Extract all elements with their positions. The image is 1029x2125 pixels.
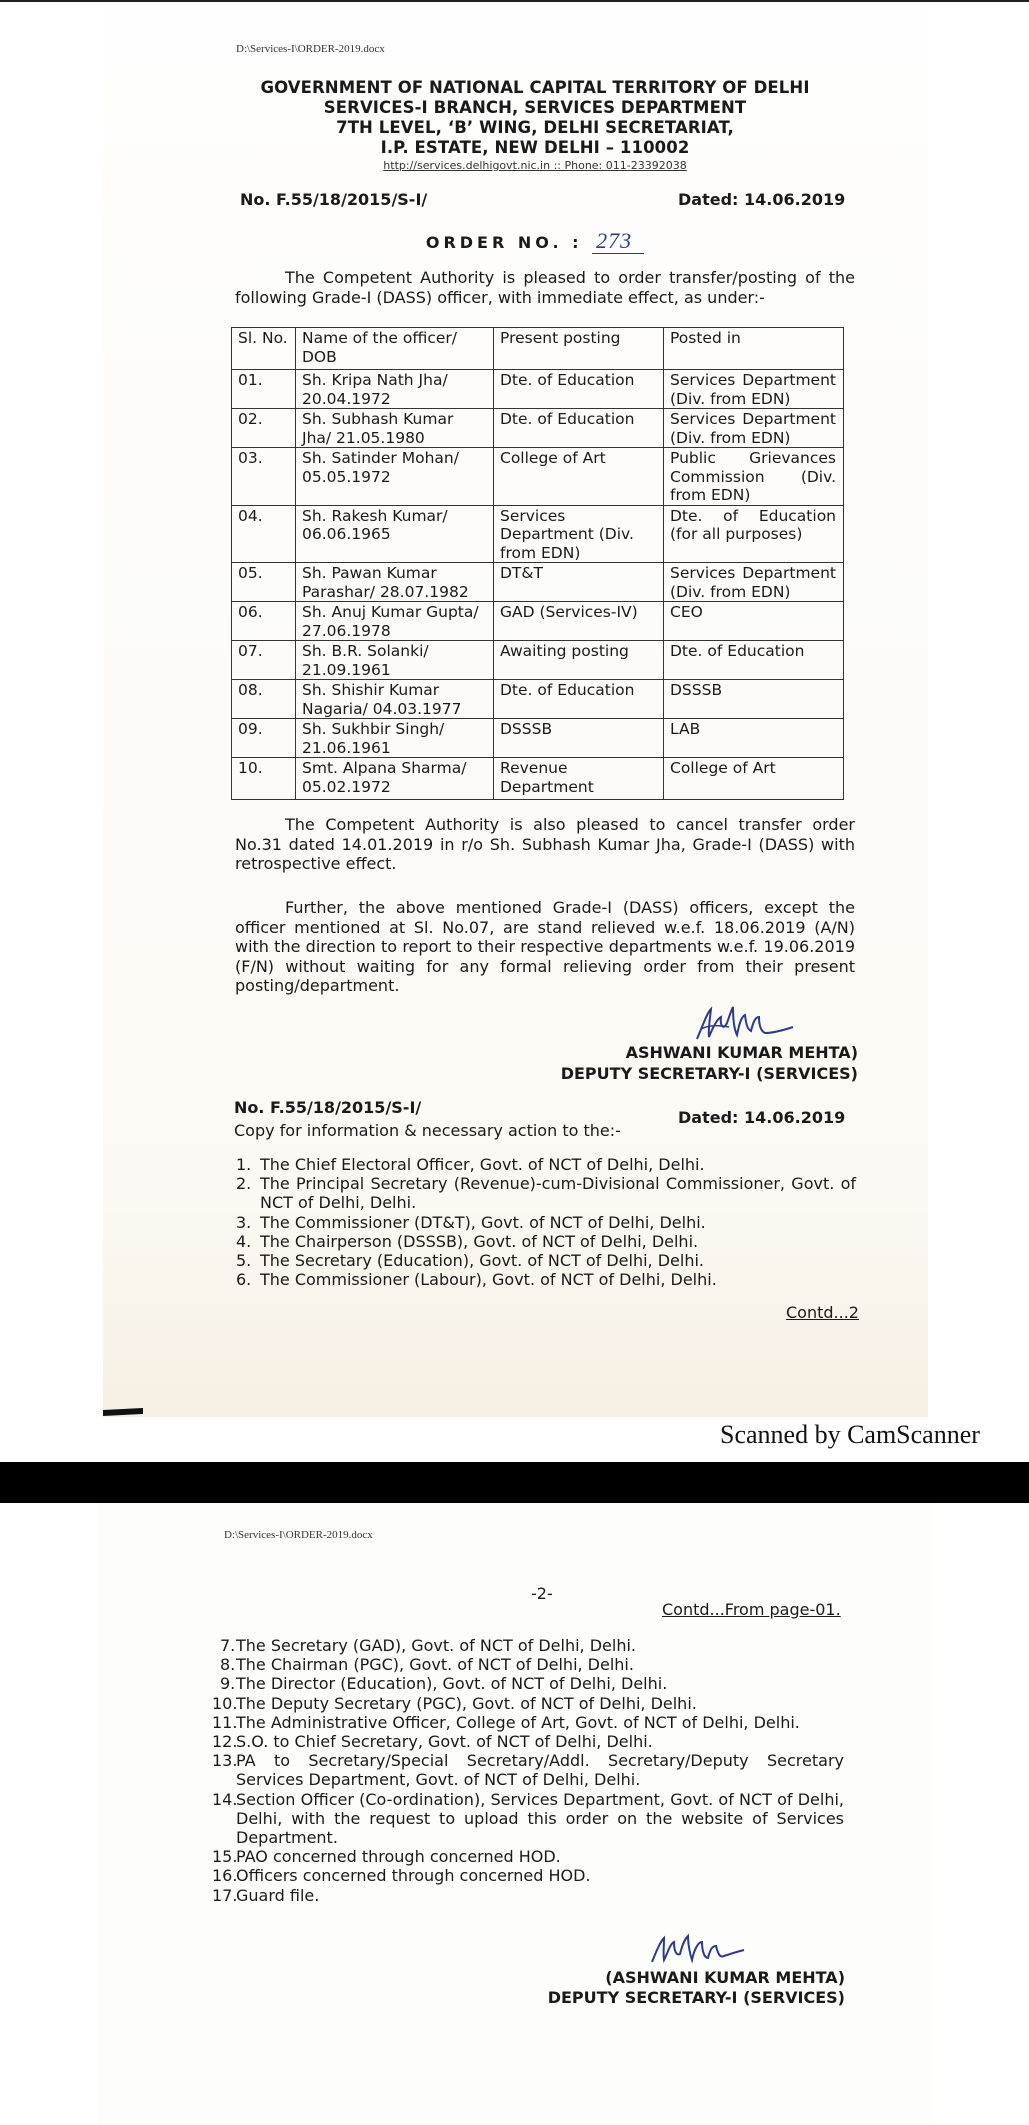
signatory-title-page-2: DEPUTY SECRETARY-I (SERVICES) bbox=[547, 1988, 845, 2007]
present-posting-cell: GAD (Services-IV) bbox=[494, 602, 664, 641]
header-contact: http://services.delhigovt.nic.in :: Phone: 011-23392038 bbox=[383, 159, 687, 172]
table-row bbox=[232, 448, 844, 506]
order-label: ORDER NO. : bbox=[425, 233, 583, 252]
intro-text: The Competent Authority is pleased to order transfer/posting of the following Grade-I (DASS) officer, with immediate effect, as under:- bbox=[235, 268, 855, 307]
present-posting-cell: College of Art bbox=[494, 448, 664, 506]
posted-in-cell: Dte. of Education (for all purposes) bbox=[664, 505, 844, 563]
copy-list-item bbox=[236, 1174, 856, 1212]
officer-name-dob-cell: Sh. B.R. Solanki/ 21.09.1961 bbox=[296, 641, 494, 680]
file-path-page-2: D:\Services-I\ORDER-2019.docx bbox=[224, 1529, 373, 1541]
file-number: No. F.55/18/2015/S-I/ bbox=[240, 190, 428, 209]
present-posting-cell: DT&T bbox=[494, 563, 664, 602]
copy-list-item bbox=[236, 1232, 856, 1251]
table-row bbox=[232, 680, 844, 719]
sl-no-cell: 09. bbox=[232, 719, 296, 758]
table-row bbox=[232, 409, 844, 448]
copy-list-item bbox=[236, 1155, 856, 1174]
cancel-text: The Competent Authority is also pleased to cancel transfer order No.31 dated 14.01.2019 in r/o Sh. Subhash Kumar Jha, Grade-I (DASS) with retrospective effect. bbox=[235, 815, 855, 873]
list-item-text: The Chairperson (DSSSB), Govt. of NCT of Delhi, Delhi. bbox=[260, 1231, 699, 1251]
transfer-posting-table bbox=[231, 327, 844, 800]
posted-in-cell: DSSSB bbox=[664, 680, 844, 719]
present-posting-cell: Awaiting posting bbox=[494, 641, 664, 680]
intro-paragraph bbox=[235, 268, 855, 307]
copy-list-item bbox=[212, 1751, 844, 1789]
cancel-paragraph bbox=[235, 815, 855, 874]
list-item-number: 3. bbox=[236, 1212, 252, 1232]
copy-list-page-2 bbox=[212, 1636, 844, 1905]
file-path: D:\Services-I\ORDER-2019.docx bbox=[236, 43, 385, 55]
copy-file-number: No. F.55/18/2015/S-I/ bbox=[234, 1098, 422, 1117]
continued-from-marker: Contd...From page-01. bbox=[662, 1600, 841, 1619]
list-item-text: The Administrative Officer, College of Art, Govt. of NCT of Delhi, Delhi. bbox=[236, 1712, 800, 1732]
list-item-number: 9. bbox=[220, 1674, 236, 1694]
list-item-number: 2. bbox=[236, 1174, 252, 1194]
posted-in-cell: CEO bbox=[664, 602, 844, 641]
posted-in-cell: LAB bbox=[664, 719, 844, 758]
copy-list-item bbox=[212, 1694, 844, 1713]
signature-1 bbox=[693, 1005, 803, 1045]
copy-list-item bbox=[236, 1213, 856, 1232]
copy-list-item bbox=[212, 1674, 844, 1693]
list-item-number: 12. bbox=[212, 1732, 238, 1752]
sl-no-cell: 06. bbox=[232, 602, 296, 641]
camscanner-watermark: Scanned by CamScanner bbox=[720, 1420, 980, 1449]
table-row bbox=[232, 758, 844, 800]
header-officer-name-dob-cell: Name of the officer/ DOB bbox=[296, 328, 494, 370]
list-item-number: 14. bbox=[212, 1789, 238, 1809]
list-item-number: 5. bbox=[236, 1251, 252, 1271]
officer-name-dob-cell: Sh. Rakesh Kumar/ 06.06.1965 bbox=[296, 505, 494, 563]
list-item-text: The Chief Electoral Officer, Govt. of NCT of Delhi, Delhi. bbox=[260, 1155, 705, 1174]
relieve-paragraph bbox=[235, 898, 855, 996]
table-row bbox=[232, 602, 844, 641]
officer-name-dob-cell: Sh. Kripa Nath Jha/ 20.04.1972 bbox=[296, 370, 494, 409]
list-item-number: 7. bbox=[220, 1636, 236, 1655]
table-row bbox=[232, 370, 844, 409]
signatory-name: ASHWANI KUMAR MEHTA) bbox=[625, 1043, 858, 1062]
list-item-text: PAO concerned through concerned HOD. bbox=[236, 1847, 561, 1867]
order-heading bbox=[300, 228, 770, 254]
list-item-text: The Chairman (PGC), Govt. of NCT of Delhi, Delhi. bbox=[236, 1655, 634, 1675]
posted-in-cell: Services Department (Div. from EDN) bbox=[664, 409, 844, 448]
header-line-1: GOVERNMENT OF NATIONAL CAPITAL TERRITORY OF DELHI bbox=[260, 78, 810, 97]
sl-no-cell: 04. bbox=[232, 505, 296, 563]
table-row bbox=[232, 563, 844, 602]
list-item-text: Section Officer (Co-ordination), Services Department, Govt. of NCT of Delhi, Delhi, with the request to upload this order on the website of Services Department. bbox=[236, 1789, 844, 1848]
list-item-number: 1. bbox=[236, 1155, 252, 1174]
officer-name-dob-cell: Sh. Pawan Kumar Parashar/ 28.07.1982 bbox=[296, 563, 494, 602]
table-row bbox=[232, 505, 844, 563]
continued-marker: Contd...2 bbox=[786, 1303, 859, 1322]
present-posting-cell: Dte. of Education bbox=[494, 409, 664, 448]
copy-list-page-1 bbox=[236, 1155, 856, 1289]
copy-list-item bbox=[212, 1866, 844, 1885]
posted-in-cell: Public Grievances Commission (Div. from EDN) bbox=[664, 448, 844, 506]
copy-list-item bbox=[212, 1655, 844, 1674]
officer-name-dob-cell: Smt. Alpana Sharma/ 05.02.1972 bbox=[296, 758, 494, 800]
copy-list-item bbox=[212, 1847, 844, 1866]
officer-name-dob-cell: Sh. Sukhbir Singh/ 21.06.1961 bbox=[296, 719, 494, 758]
list-item-text: The Secretary (GAD), Govt. of NCT of Delhi, Delhi. bbox=[236, 1636, 637, 1655]
present-posting-cell: Dte. of Education bbox=[494, 370, 664, 409]
sl-no-cell: 03. bbox=[232, 448, 296, 506]
signature-2 bbox=[648, 1932, 748, 1968]
list-item-text: The Principal Secretary (Revenue)-cum-Divisional Commissioner, Govt. of NCT of Delhi, Delhi. bbox=[260, 1174, 856, 1213]
copy-list-item bbox=[212, 1713, 844, 1732]
sl-no-cell: 05. bbox=[232, 563, 296, 602]
list-item-number: 11. bbox=[212, 1712, 238, 1732]
order-number-handwritten: 273 bbox=[592, 228, 644, 254]
header-line-2: SERVICES-I BRANCH, SERVICES DEPARTMENT bbox=[323, 98, 747, 117]
copy-list-item bbox=[212, 1732, 844, 1751]
list-item-text: Officers concerned through concerned HOD. bbox=[236, 1866, 591, 1886]
list-item-text: S.O. to Chief Secretary, Govt. of NCT of Delhi, Delhi. bbox=[236, 1732, 653, 1752]
copy-list-item bbox=[236, 1270, 856, 1289]
page-separator-band bbox=[0, 1462, 1029, 1503]
list-item-text: The Secretary (Education), Govt. of NCT of Delhi, Delhi. bbox=[260, 1251, 704, 1271]
sl-no-cell: 02. bbox=[232, 409, 296, 448]
header-line-3: 7TH LEVEL, ‘B’ WING, DELHI SECRETARIAT, bbox=[336, 118, 734, 137]
date: Dated: 14.06.2019 bbox=[678, 190, 846, 209]
list-item-number: 4. bbox=[236, 1231, 252, 1251]
header-present-posting-cell: Present posting bbox=[494, 328, 664, 370]
officer-name-dob-cell: Sh. Anuj Kumar Gupta/ 27.06.1978 bbox=[296, 602, 494, 641]
list-item-number: 6. bbox=[236, 1270, 252, 1290]
list-item-text: The Director (Education), Govt. of NCT of Delhi, Delhi. bbox=[236, 1674, 668, 1694]
present-posting-cell: Services Department (Div. from EDN) bbox=[494, 505, 664, 563]
relieve-text: Further, the above mentioned Grade-I (DASS) officers, except the officer mentioned at Sl. No.07, are stand relieved w.e.f. 18.06.2019 (A/N) with the direction to report to their respective departments w.e.f. 19.06.2019 (F/N) without waiting for any formal relieving order from their present posting/department. bbox=[235, 898, 855, 995]
posted-in-cell: Dte. of Education bbox=[664, 641, 844, 680]
present-posting-cell: DSSSB bbox=[494, 719, 664, 758]
list-item-number: 17. bbox=[212, 1885, 238, 1905]
list-item-text: The Commissioner (DT&T), Govt. of NCT of Delhi, Delhi. bbox=[260, 1212, 706, 1232]
copy-date: Dated: 14.06.2019 bbox=[678, 1108, 846, 1127]
sl-no-cell: 01. bbox=[232, 370, 296, 409]
list-item-text: The Commissioner (Labour), Govt. of NCT of Delhi, Delhi. bbox=[260, 1270, 717, 1290]
list-item-number: 10. bbox=[212, 1693, 238, 1713]
header-posted-in-cell: Posted in bbox=[664, 328, 844, 370]
posted-in-cell: College of Art bbox=[664, 758, 844, 800]
list-item-text: PA to Secretary/Special Secretary/Addl. Secretary/Deputy Secretary Services Department, Govt. of NCT of Delhi, Delhi. bbox=[236, 1751, 844, 1790]
list-item-number: 8. bbox=[220, 1655, 236, 1675]
copy-intro: Copy for information & necessary action to the:- bbox=[234, 1121, 621, 1140]
list-item-number: 13. bbox=[212, 1751, 238, 1771]
officer-name-dob-cell: Sh. Satinder Mohan/ 05.05.1972 bbox=[296, 448, 494, 506]
signatory-name-page-2: (ASHWANI KUMAR MEHTA) bbox=[605, 1968, 845, 1987]
list-item-number: 16. bbox=[212, 1866, 238, 1886]
sl-no-cell: 08. bbox=[232, 680, 296, 719]
officer-name-dob-cell: Sh. Shishir Kumar Nagaria/ 04.03.1977 bbox=[296, 680, 494, 719]
present-posting-cell: Revenue Department bbox=[494, 758, 664, 800]
posted-in-cell: Services Department (Div. from EDN) bbox=[664, 370, 844, 409]
sl-no-cell: 07. bbox=[232, 641, 296, 680]
table-row bbox=[232, 719, 844, 758]
list-item-text: The Deputy Secretary (PGC), Govt. of NCT of Delhi, Delhi. bbox=[236, 1693, 697, 1713]
copy-list-item bbox=[236, 1251, 856, 1270]
page-number: -2- bbox=[531, 1584, 553, 1603]
signatory-title: DEPUTY SECRETARY-I (SERVICES) bbox=[560, 1064, 858, 1083]
officer-name-dob-cell: Sh. Subhash Kumar Jha/ 21.05.1980 bbox=[296, 409, 494, 448]
present-posting-cell: Dte. of Education bbox=[494, 680, 664, 719]
table-header-row bbox=[232, 328, 844, 370]
sl-no-cell: 10. bbox=[232, 758, 296, 800]
table-row bbox=[232, 641, 844, 680]
list-item-number: 15. bbox=[212, 1847, 238, 1867]
copy-list-item bbox=[212, 1886, 844, 1905]
header-sl-no-cell: Sl. No. bbox=[232, 328, 296, 370]
copy-list-item bbox=[212, 1636, 844, 1655]
posted-in-cell: Services Department (Div. from EDN) bbox=[664, 563, 844, 602]
header-line-4: I.P. ESTATE, NEW DELHI – 110002 bbox=[380, 138, 690, 157]
list-item-text: Guard file. bbox=[236, 1885, 320, 1905]
copy-list-item bbox=[212, 1790, 844, 1848]
